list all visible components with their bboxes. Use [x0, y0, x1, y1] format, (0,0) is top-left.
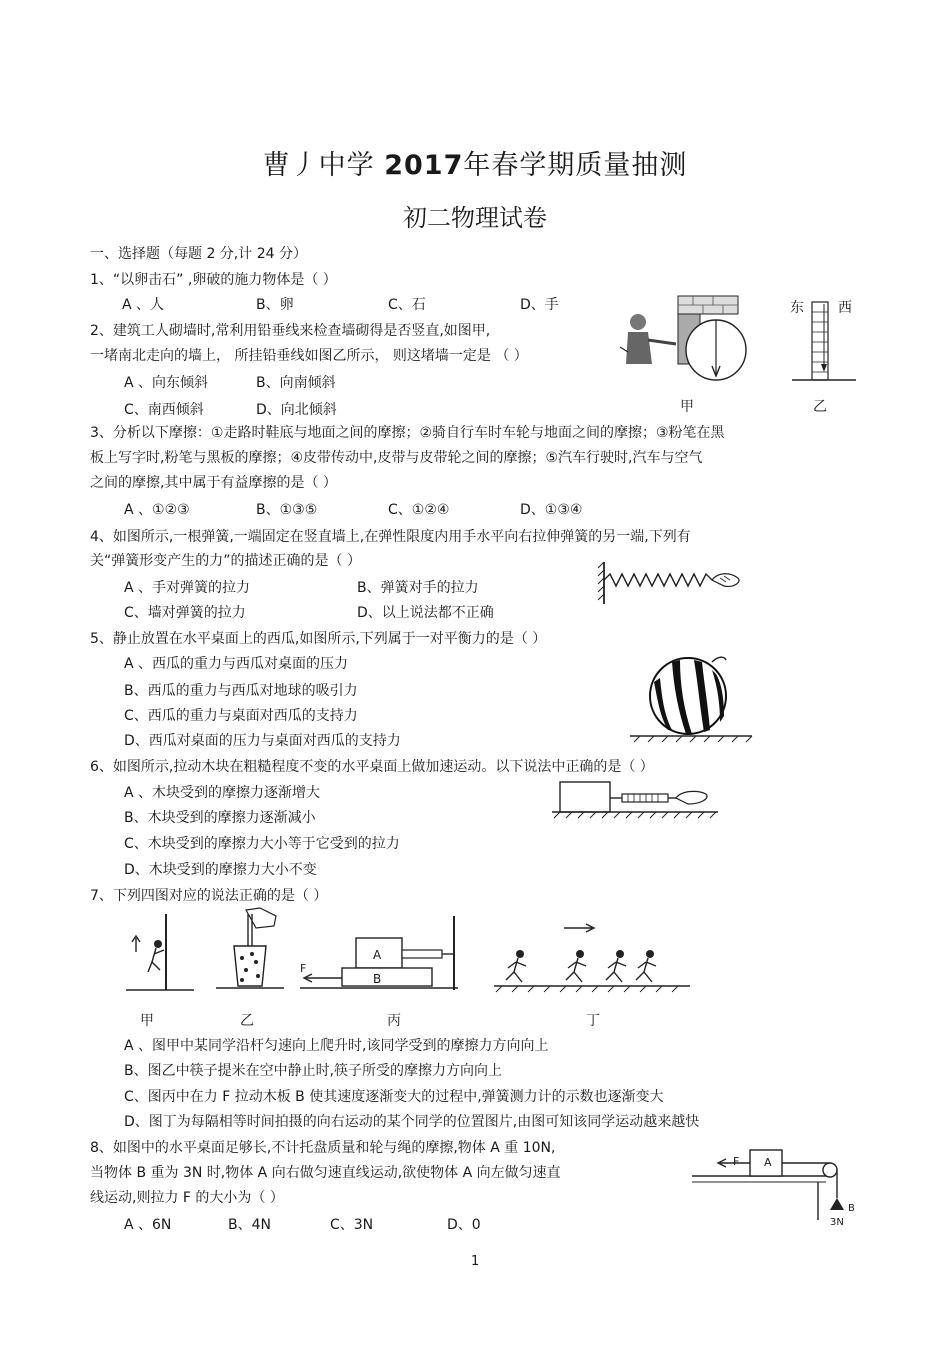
- q2-stem-line2: 一堵南北走向的墙上， 所挂铅垂线如图乙所示， 则这堵墙一定是 （ ）: [90, 348, 528, 364]
- q5-watermelon-figure: [628, 652, 754, 742]
- q5-stem: 5、静止放置在水平桌面上的西瓜,如图所示,下列属于一对平衡力的是（ ）: [90, 631, 547, 647]
- q8-stem-line1: 8、如图中的水平桌面足够长,不计托盘质量和轮与绳的摩擦,物体 A 重 10N,: [90, 1140, 556, 1156]
- q7-option-a: A 、图甲中某同学沿杆匀速向上爬升时,该同学受到的摩擦力方向向上: [124, 1038, 549, 1054]
- section-heading: 一、选择题（每题 2 分,计 24 分）: [90, 246, 307, 262]
- q2-label-west: 西: [838, 300, 852, 316]
- runner-figures: [506, 950, 656, 982]
- q2-option-a: A 、向东倾斜: [124, 375, 209, 391]
- q2-option-b: B、向南倾斜: [256, 375, 336, 391]
- q6-option-b: B、木块受到的摩擦力逐渐减小: [124, 810, 316, 826]
- q2-figure-jia: [618, 292, 758, 392]
- q3-stem-line1: 3、分析以下摩擦：①走路时鞋底与地面之间的摩擦；②骑自行车时车轮与地面之间的摩擦；③粉笔在黑: [90, 425, 725, 441]
- q2-option-c: C、南西倾斜: [124, 402, 204, 418]
- q7-label-yi: 乙: [240, 1013, 254, 1029]
- q1-stem: 1、“以卵击石” ,卵破的施力物体是（ ）: [90, 272, 337, 288]
- q6-block-figure: [550, 778, 720, 822]
- q3-stem-line2: 板上写字时,粉笔与黑板的摩擦；④皮带传动中,皮带与皮带轮之间的摩擦；⑤汽车行驶时,汽车与空气: [90, 450, 703, 466]
- q2-figure-yi: [790, 296, 860, 386]
- q7-stem: 7、下列四图对应的说法正确的是（ ）: [90, 888, 328, 904]
- q4-option-c: C、墙对弹簧的拉力: [124, 605, 246, 621]
- q7-label-jia: 甲: [140, 1013, 154, 1029]
- page-number: 1: [471, 1254, 480, 1269]
- q8-option-d: D、0: [447, 1217, 481, 1233]
- q7-figure-ding: [492, 916, 692, 996]
- q2-figure-label-yi: 乙: [813, 399, 827, 415]
- q7-label-bing: 丙: [387, 1013, 401, 1029]
- q8-label-b: B: [848, 1203, 855, 1214]
- q1-option-b: B、卵: [256, 297, 294, 313]
- q3-option-d: D、①③④: [520, 502, 583, 518]
- q7-figure-jia: [126, 910, 196, 996]
- q7-figure-yi: [216, 906, 286, 996]
- q2-label-east: 东: [790, 300, 804, 316]
- q2-stem-line1: 2、建筑工人砌墙时,常利用铅垂线来检查墙砌得是否竖直,如图甲,: [90, 323, 491, 339]
- title-school: 曹丿中学: [262, 150, 375, 181]
- q4-option-a: A 、手对弹簧的拉力: [124, 580, 251, 596]
- q7-option-b: B、图乙中筷子提米在空中静止时,筷子所受的摩擦力方向向上: [124, 1063, 503, 1079]
- q4-spring-figure: [596, 560, 746, 606]
- q6-option-a: A 、木块受到的摩擦力逐渐增大: [124, 785, 321, 801]
- q4-stem-line1: 4、如图所示,一根弹簧,一端固定在竖直墙上,在弹性限度内用手水平向右拉伸弹簧的另一端,下列有: [90, 529, 691, 545]
- q7-label-ding: 丁: [586, 1013, 600, 1029]
- q2-option-d: D、向北倾斜: [256, 402, 337, 418]
- q5-option-c: C、西瓜的重力与桌面对西瓜的支持力: [124, 708, 358, 724]
- q3-stem-line3: 之间的摩擦,其中属于有益摩擦的是（ ）: [90, 475, 337, 491]
- q1-option-a: A 、人: [122, 297, 165, 313]
- q3-option-b: B、①③⑤: [256, 502, 318, 518]
- q8-option-c: C、3N: [330, 1217, 374, 1233]
- q4-option-d: D、以上说法都不正确: [357, 605, 494, 621]
- q1-option-d: D、手: [520, 297, 559, 313]
- q4-stem-line2: 关“弹簧形变产生的力”的描述正确的是（ ）: [90, 553, 361, 569]
- q4-option-b: B、弹簧对手的拉力: [357, 580, 479, 596]
- q8-pulley-figure: [690, 1144, 858, 1228]
- q7-option-c: C、图丙中在力 F 拉动木板 B 使其速度逐渐变大的过程中,弹簧测力计的示数也逐渐变大: [124, 1089, 664, 1105]
- q3-option-a: A 、①②③: [124, 502, 190, 518]
- q8-option-a: A 、6N: [124, 1217, 172, 1233]
- q8-option-b: B、4N: [228, 1217, 271, 1233]
- q7-bing-label-b: B: [373, 972, 382, 986]
- q5-option-d: D、西瓜对桌面的压力与桌面对西瓜的支持力: [124, 733, 401, 749]
- q6-option-d: D、木块受到的摩擦力大小不变: [124, 862, 317, 878]
- q8-label-f: F: [733, 1155, 740, 1168]
- q8-label-a: A: [764, 1156, 772, 1169]
- page-title: [0, 143, 950, 182]
- q5-option-b: B、西瓜的重力与西瓜对地球的吸引力: [124, 683, 358, 699]
- q7-bing-label-f: F: [300, 962, 307, 975]
- q6-stem: 6、如图所示,拉动木块在粗糙程度不变的水平桌面上做加速运动。以下说法中正确的是（ ）: [90, 759, 654, 775]
- title-year: 2017: [384, 150, 464, 181]
- q8-label-weight: 3N: [830, 1217, 844, 1228]
- q7-option-d: D、图丁为每隔相等时间拍摄的向右运动的某个同学的位置图片,由图可知该同学运动越来越快: [124, 1114, 700, 1130]
- q7-bing-label-a: A: [373, 948, 382, 962]
- q1-option-c: C、石: [388, 297, 426, 313]
- page-subtitle: 初二物理试卷: [403, 204, 547, 232]
- q2-figure-label-jia: 甲: [680, 399, 694, 415]
- q3-option-c: C、①②④: [388, 502, 450, 518]
- q8-stem-line3: 线运动,则拉力 F 的大小为（ ）: [90, 1190, 284, 1206]
- q6-option-c: C、木块受到的摩擦力大小等于它受到的拉力: [124, 836, 400, 852]
- q8-stem-line2: 当物体 B 重为 3N 时,物体 A 向右做匀速直线运动,欲使物体 A 向左做匀速直: [90, 1165, 561, 1181]
- q5-option-a: A 、西瓜的重力与西瓜对桌面的压力: [124, 656, 349, 672]
- title-term: 年春学期质量抽测: [463, 150, 688, 181]
